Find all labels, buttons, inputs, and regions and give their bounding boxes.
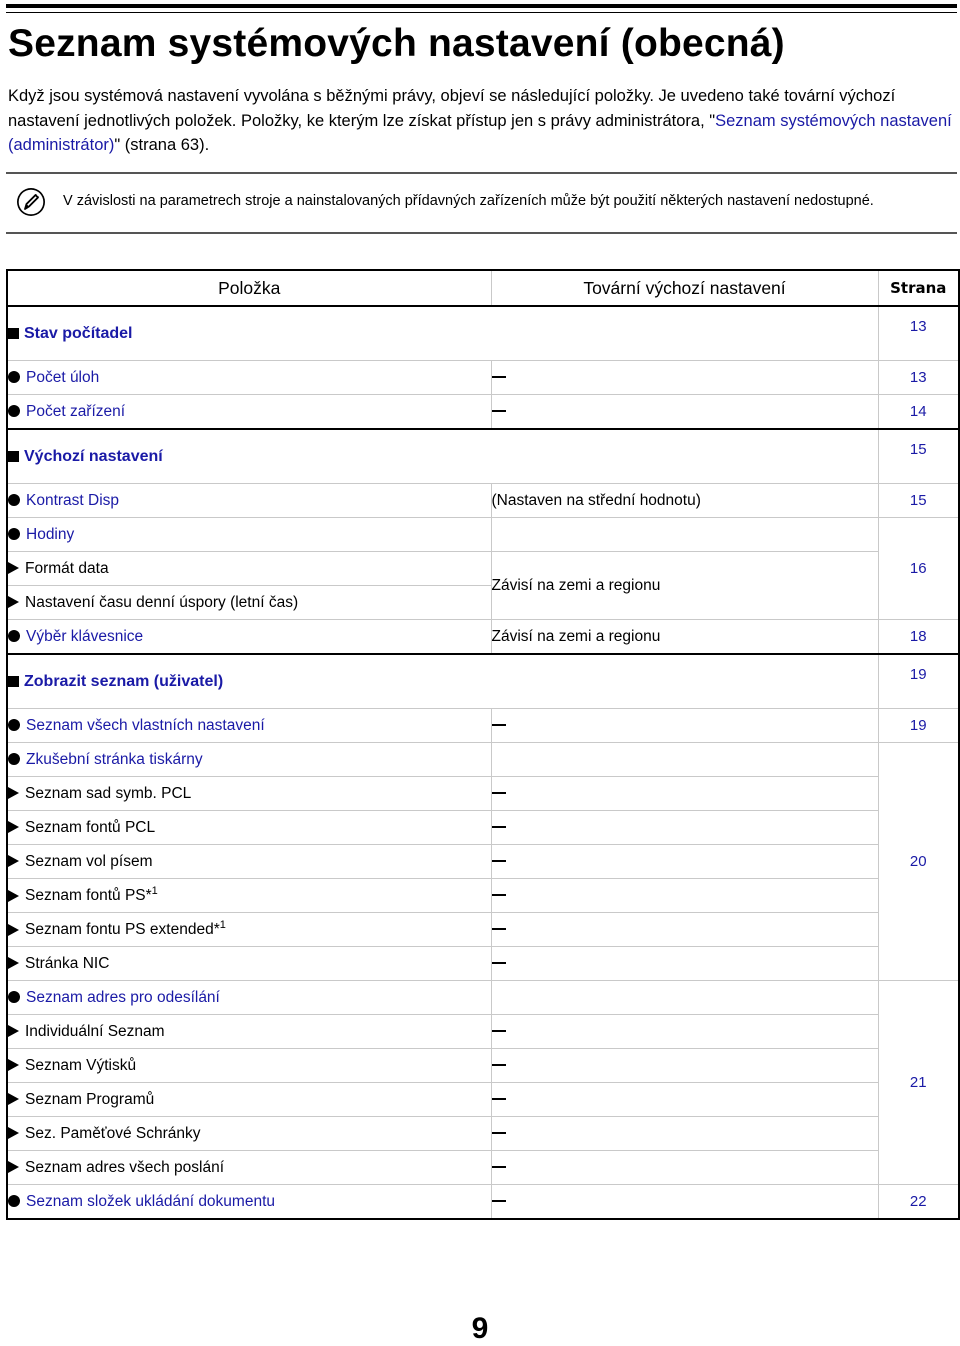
dash-mark (492, 860, 506, 862)
default-cell (491, 484, 878, 518)
dash-mark (492, 1098, 506, 1100)
page-cell (878, 743, 959, 981)
default-cell (491, 620, 878, 655)
page-cell (878, 620, 959, 655)
default-cell (491, 518, 878, 552)
black-triangle-icon (8, 1025, 19, 1037)
default-cell (491, 1151, 878, 1185)
default-cell (491, 552, 878, 620)
default-cell (491, 981, 878, 1015)
sub-row (7, 1151, 959, 1185)
table-row (7, 981, 959, 1015)
default-value: Závisí na zemi a regionu (491, 576, 661, 594)
page-cell (878, 981, 959, 1185)
dash-mark (492, 376, 506, 378)
default-cell (491, 709, 878, 743)
section-label: Výchozí nastavení (24, 447, 163, 465)
table-row (7, 395, 959, 430)
section-row (7, 429, 959, 484)
default-cell (491, 811, 878, 845)
top-rule-thick (6, 4, 957, 8)
sub-row (7, 947, 959, 981)
item-cell (7, 1185, 491, 1220)
table-row (7, 1185, 959, 1220)
item-label: Seznam adres pro odesílání (26, 988, 220, 1006)
page-ref: 19 (909, 666, 927, 683)
section-label: Zobrazit seznam (uživatel) (24, 672, 224, 690)
table-row (7, 518, 959, 552)
default-cell (491, 947, 878, 981)
sub-row (7, 1117, 959, 1151)
dash-mark (492, 724, 506, 726)
black-circle-icon (8, 991, 20, 1003)
item-cell (7, 484, 491, 518)
default-cell (491, 743, 878, 777)
sub-row (7, 1049, 959, 1083)
default-cell (491, 395, 878, 430)
page-cell (878, 306, 959, 361)
page-cell (878, 429, 959, 484)
default-cell (491, 1117, 878, 1151)
default-cell (491, 777, 878, 811)
dash-mark (492, 894, 506, 896)
sub-item-label: Seznam adres všech poslání (25, 1158, 225, 1176)
sub-item-label: Stránka NIC (25, 954, 110, 972)
section-cell (7, 429, 878, 484)
section-row (7, 306, 959, 361)
item-cell (7, 361, 491, 395)
item-cell (7, 620, 491, 655)
page-cell (878, 484, 959, 518)
black-triangle-icon (8, 924, 19, 936)
sub-item-cell (7, 1151, 491, 1185)
page-ref: 15 (909, 441, 927, 458)
page-number: 9 (471, 1312, 489, 1345)
header-default: Tovární výchozí nastavení (491, 270, 878, 306)
admin-settings-link[interactable]: Seznam systémových nastavení (administrátor) (8, 111, 952, 154)
sub-item-cell (7, 586, 491, 620)
default-cell (491, 913, 878, 947)
page-ref: 18 (909, 628, 927, 645)
page-ref: 16 (909, 560, 927, 577)
section-label: Stav počítadel (24, 324, 133, 342)
page-ref: 22 (909, 1193, 927, 1210)
intro-text-1: Když jsou systémová nastavení vyvolána s běžnými právy, objeví se následující položky. Je uvedeno také tovární výchozí nastavení jednotlivých položek. Položky, ke kterým lze získat přístup jen s právy administrátora, " (8, 87, 896, 130)
black-triangle-icon (8, 890, 19, 902)
dash-mark (492, 1132, 506, 1134)
sub-item-cell (7, 811, 491, 845)
header-item: Položka (7, 270, 491, 306)
page-cell (878, 654, 959, 709)
sub-item-label: Formát data (25, 559, 109, 577)
item-cell (7, 518, 491, 552)
intro-paragraph (8, 84, 953, 158)
table-header-row (7, 270, 959, 306)
footnote-ref: 1 (151, 885, 158, 898)
sub-item-label: Seznam fontů PCL (25, 818, 156, 836)
sub-item-label: Seznam sad symb. PCL (25, 784, 192, 802)
page-ref: 19 (909, 717, 927, 734)
page-ref: 13 (909, 318, 927, 335)
item-label: Počet zařízení (26, 402, 126, 420)
item-cell (7, 395, 491, 430)
sub-item-cell (7, 913, 491, 947)
sub-row (7, 552, 959, 586)
black-circle-icon (8, 371, 20, 383)
black-circle-icon (8, 405, 20, 417)
default-cell (491, 361, 878, 395)
black-triangle-icon (8, 1093, 19, 1105)
sub-item-cell (7, 879, 491, 913)
sub-item-cell (7, 1049, 491, 1083)
sub-row (7, 845, 959, 879)
default-cell (491, 1083, 878, 1117)
sub-item-label: Seznam fontů PS* (25, 887, 152, 905)
page-cell (878, 1185, 959, 1220)
default-cell (491, 1185, 878, 1220)
black-circle-icon (8, 494, 20, 506)
table-row (7, 361, 959, 395)
page-ref: 14 (909, 403, 927, 420)
default-cell (491, 879, 878, 913)
black-circle-icon (8, 719, 20, 731)
dash-mark (492, 962, 506, 964)
intro-text-2: " (strana 63). (114, 136, 210, 154)
note-box (6, 172, 957, 234)
dash-mark (492, 826, 506, 828)
page-cell (878, 395, 959, 430)
section-cell (7, 306, 878, 361)
settings-table (6, 269, 960, 1220)
page-cell (878, 361, 959, 395)
dash-mark (492, 1030, 506, 1032)
dash-mark (492, 1064, 506, 1066)
page-ref: 20 (909, 853, 927, 870)
black-circle-icon (8, 630, 20, 642)
item-label: Hodiny (26, 525, 75, 543)
default-value: Závisí na zemi a regionu (491, 627, 661, 645)
sub-item-label: Nastavení času denní úspory (letní čas) (25, 593, 299, 611)
sub-row (7, 1015, 959, 1049)
table-row (7, 709, 959, 743)
table-row (7, 620, 959, 655)
black-triangle-icon (8, 1059, 19, 1071)
sub-item-cell (7, 845, 491, 879)
sub-item-label: Seznam Programů (25, 1090, 155, 1108)
sub-row (7, 811, 959, 845)
black-triangle-icon (8, 562, 19, 574)
default-cell (491, 1049, 878, 1083)
table-row (7, 484, 959, 518)
item-label: Seznam složek ukládání dokumentu (26, 1192, 276, 1210)
dash-mark (492, 410, 506, 412)
top-rule-thin (6, 12, 957, 13)
sub-item-cell (7, 1083, 491, 1117)
black-square-icon (8, 328, 19, 339)
item-label: Počet úloh (26, 368, 100, 386)
sub-item-cell (7, 947, 491, 981)
item-cell (7, 743, 491, 777)
page-title: Seznam systémových nastavení (obecná) (8, 22, 785, 65)
dash-mark (492, 1200, 506, 1202)
black-triangle-icon (8, 957, 19, 969)
sub-item-cell (7, 1015, 491, 1049)
footnote-ref: 1 (219, 919, 226, 932)
sub-item-label: Seznam vol písem (25, 852, 153, 870)
sub-item-label: Seznam fontu PS extended* (25, 921, 220, 939)
sub-row (7, 879, 959, 913)
sub-item-label: Seznam Výtisků (25, 1056, 137, 1074)
black-circle-icon (8, 528, 20, 540)
section-cell (7, 654, 878, 709)
sub-item-cell (7, 1117, 491, 1151)
page-ref: 15 (909, 492, 927, 509)
black-circle-icon (8, 753, 20, 765)
item-label: Kontrast Disp (26, 491, 120, 509)
black-triangle-icon (8, 596, 19, 608)
sub-row (7, 913, 959, 947)
note-text: V závislosti na parametrech stroje a nainstalovaných přídavných zařízeních může být použití některých nastavení nedostupné. (63, 193, 874, 209)
sub-item-label: Individuální Seznam (25, 1022, 165, 1040)
item-label: Zkušební stránka tiskárny (26, 750, 203, 768)
sub-item-label: Sez. Paměťové Schránky (25, 1124, 201, 1142)
item-cell (7, 709, 491, 743)
table-row (7, 743, 959, 777)
pencil-note-icon (16, 187, 46, 217)
dash-mark (492, 928, 506, 930)
black-triangle-icon (8, 1161, 19, 1173)
default-value: (Nastaven na střední hodnotu) (491, 491, 701, 509)
sub-row (7, 1083, 959, 1117)
page-ref: 21 (909, 1074, 927, 1091)
black-triangle-icon (8, 787, 19, 799)
black-triangle-icon (8, 1127, 19, 1139)
black-triangle-icon (8, 855, 19, 867)
sub-item-cell (7, 552, 491, 586)
default-cell (491, 1015, 878, 1049)
item-label: Výběr klávesnice (26, 627, 144, 645)
table-body (7, 306, 959, 1219)
dash-mark (492, 1166, 506, 1168)
default-cell (491, 845, 878, 879)
page-cell (878, 518, 959, 620)
page-ref: 13 (909, 369, 927, 386)
black-square-icon (8, 676, 19, 687)
page-cell (878, 709, 959, 743)
black-circle-icon (8, 1195, 20, 1207)
black-square-icon (8, 451, 19, 462)
header-page: Strana (878, 270, 959, 306)
sub-row (7, 777, 959, 811)
section-row (7, 654, 959, 709)
sub-item-cell (7, 777, 491, 811)
item-label: Seznam všech vlastních nastavení (26, 716, 265, 734)
black-triangle-icon (8, 821, 19, 833)
item-cell (7, 981, 491, 1015)
dash-mark (492, 792, 506, 794)
